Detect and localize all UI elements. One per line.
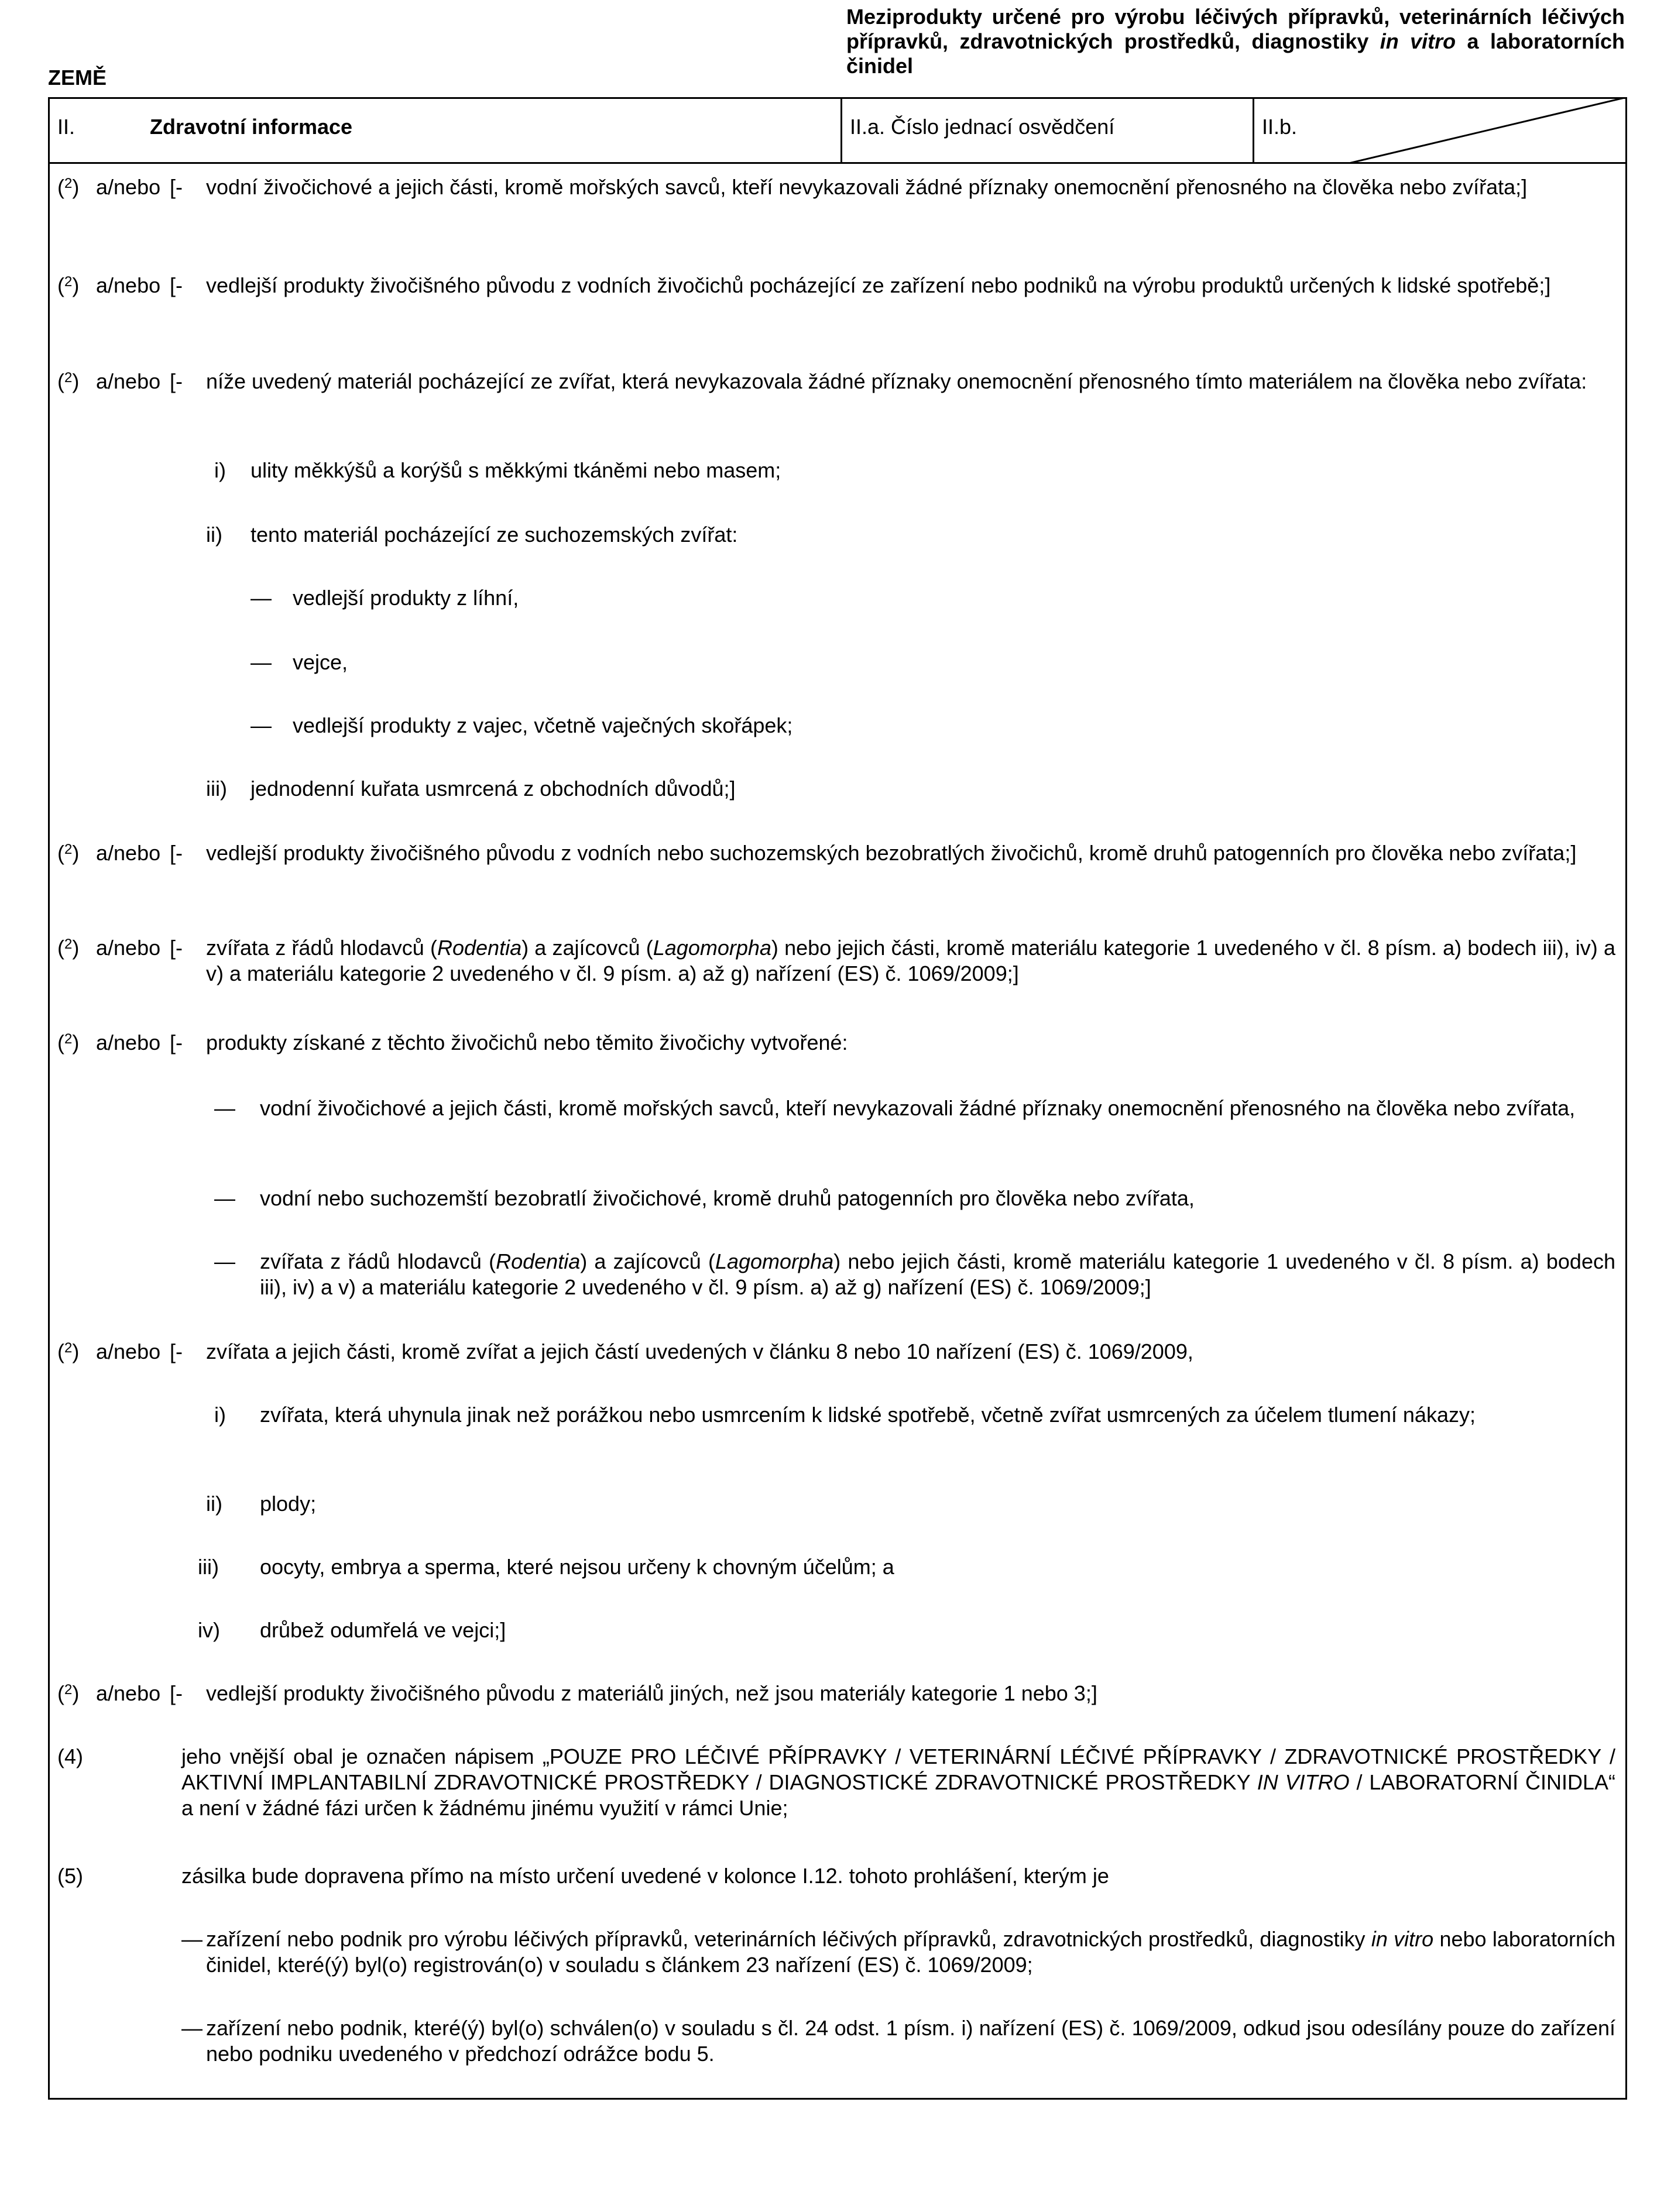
dash-bullet: — [251, 650, 272, 674]
dash-item: vodní živočichové a jejich části, kromě mořských savců, kteří nevykazovali žádné příznaky onemocnění přenosného na člověka nebo zvířata, [260, 1096, 1576, 1120]
footnote-ref: ($^2$) [57, 273, 80, 297]
item-animals-parts: zvířata a jejich části, kromě zvířat a jejich částí uvedených v článku 8 nebo 10 nařízení (ES) č. 1069/2009, [206, 1339, 1193, 1363]
dash-bullet: — [251, 586, 272, 610]
paragraph-number: (4) [57, 1744, 83, 1768]
list-item: plody; [260, 1492, 317, 1516]
footnote-ref: ($^2$) [57, 1339, 80, 1363]
bracket-marker: [- [170, 369, 183, 393]
certificate-reference-b: II.b. [1262, 115, 1298, 139]
dash-item: zařízení nebo podnik pro výrobu léčivých přípravků, veterinárních léčivých přípravků, zdravotnických prostředků, diagnostiky in vitro nebo laboratorních činidel, které(ý) byl(o) registrován(o) v souladu s článkem 23 nařízení (ES) č. 1069/2009; [206, 1927, 1615, 1977]
list-number: i) [214, 458, 226, 482]
paragraph-packaging-label: jeho vnější obal je označen nápisem „POUZE PRO LÉČIVÉ PŘÍPRAVKY / VETERINÁRNÍ LÉČIVÉ PŘÍPRAVKY / ZDRAVOTNICKÉ PROSTŘEDKY / AKTIVNÍ IMPLANTABILNÍ ZDRAVOTNICKÉ PROSTŘEDKY / DIAGNOSTICKÉ ZDRAVOTNICKÉ PROSTŘEDKY IN VITRO / LABORATORNÍ ČINIDLA“ a není v žádné fázi určen k žádnému jinému využití v rámci Unie; [181, 1744, 1615, 1820]
dash-item: vedlejší produkty z vajec, včetně vaječných skořápek; [293, 713, 793, 737]
list-number: iii) [198, 1555, 219, 1579]
bracket-marker: [- [170, 1681, 183, 1705]
list-number: iv) [198, 1618, 220, 1642]
andor-label: a/nebo [96, 841, 161, 865]
list-item: zvířata, která uhynula jinak než porážkou nebo usmrcením k lidské spotřebě, včetně zvířat usmrcených za účelem tlumení nákazy; [260, 1403, 1476, 1427]
bracket-marker: [- [170, 936, 183, 960]
dash-bullet: — [214, 1249, 235, 1273]
dash-bullet: — [181, 1927, 203, 1951]
dash-bullet: — [181, 2016, 203, 2040]
list-item: ulity měkkýšů a korýšů s měkkými tkáněmi nebo masem; [251, 458, 781, 482]
section-title: Zdravotní informace [150, 115, 353, 139]
bracket-marker: [- [170, 1339, 183, 1363]
bracket-marker: [- [170, 273, 183, 297]
item-rodents-lagomorphs: zvířata z řádů hlodavců (Rodentia) a zajícovců (Lagomorpha) nebo jejich části, kromě materiálu kategorie 1 uvedeného v čl. 8 písm. a) bodech iii), iv) a v) a materiálu kategorie 2 uvedeného v čl. 9 písm. a) až g) nařízení (ES) č. 1069/2009;] [206, 936, 1615, 985]
dash-item: vedlejší produkty z líhní, [293, 586, 519, 610]
andor-label: a/nebo [96, 1681, 161, 1705]
bracket-marker: [- [170, 175, 183, 199]
paragraph-number: (5) [57, 1864, 83, 1888]
list-item: tento materiál pocházející ze suchozemských zvířat: [251, 523, 738, 547]
column-divider [1253, 97, 1254, 164]
andor-label: a/nebo [96, 936, 161, 960]
list-item: jednodenní kuřata usmrcená z obchodních důvodů;] [251, 777, 736, 801]
item-aquatic-animals: vodní živočichové a jejich části, kromě mořských savců, kteří nevykazovali žádné příznaky onemocnění přenosného na člověka nebo zvířata;] [206, 175, 1528, 199]
list-number: i) [214, 1403, 226, 1427]
dash-bullet: — [251, 713, 272, 737]
footnote-ref: ($^2$) [57, 1031, 80, 1055]
diagonal-stroke [1346, 97, 1627, 164]
country-label: ZEMĚ [48, 66, 107, 90]
document-title: Meziprodukty určené pro výrobu léčivých přípravků, veterinárních léčivých přípravků, zdravotnických prostředků, diagnostiky in vitro a laboratorních činidel [846, 5, 1625, 78]
item-products-from-animals: produkty získané z těchto živočichů nebo těmito živočichy vytvořené: [206, 1031, 848, 1055]
footnote-ref: ($^2$) [57, 175, 80, 199]
list-number: iii) [206, 777, 227, 801]
bracket-marker: [- [170, 841, 183, 865]
footnote-ref: ($^2$) [57, 369, 80, 393]
andor-label: a/nebo [96, 1031, 161, 1055]
andor-label: a/nebo [96, 175, 161, 199]
dash-bullet: — [214, 1186, 235, 1210]
andor-label: a/nebo [96, 369, 161, 393]
dash-item: vejce, [293, 650, 348, 674]
footnote-ref: ($^2$) [57, 841, 80, 865]
dash-item: zařízení nebo podnik, které(ý) byl(o) schválen(o) v souladu s čl. 24 odst. 1 písm. i) nařízení (ES) č. 1069/2009, odkud jsou odesílány pouze do zařízení nebo podniku uvedeného v předchozí odrážce bodu 5. [206, 2016, 1615, 2066]
section-number: II. [57, 115, 76, 139]
list-item: drůbež odumřelá ve vejci;] [260, 1618, 506, 1642]
andor-label: a/nebo [96, 273, 161, 297]
dash-item: vodní nebo suchozemští bezobratlí živočichové, kromě druhů patogenních pro člověka nebo zvířata, [260, 1186, 1195, 1210]
footnote-ref: ($^2$) [57, 936, 80, 960]
list-item: oocyty, embrya a sperma, které nejsou určeny k chovným účelům; a [260, 1555, 894, 1579]
item-animal-material: níže uvedený materiál pocházející ze zvířat, která nevykazovala žádné příznaky onemocnění přenosného tímto materiálem na člověka nebo zvířata: [206, 369, 1587, 393]
andor-label: a/nebo [96, 1339, 161, 1363]
bracket-marker: [- [170, 1031, 183, 1055]
item-other-byproducts: vedlejší produkty živočišného původu z materiálů jiných, než jsou materiály kategorie 1 nebo 3;] [206, 1681, 1097, 1705]
paragraph-shipment: zásilka bude dopravena přímo na místo určení uvedené v kolonce I.12. tohoto prohlášení, kterým je [181, 1864, 1109, 1888]
certificate-reference-label: II.a. Číslo jednací osvědčení [850, 115, 1115, 139]
column-divider [840, 97, 842, 164]
item-invertebrates: vedlejší produkty živočišného původu z vodních nebo suchozemských bezobratlých živočichů, kromě druhů patogenních pro člověka nebo zvířata;] [206, 841, 1577, 865]
item-aquatic-byproducts: vedlejší produkty živočišného původu z vodních živočichů pocházející ze zařízení nebo podniků na výrobu produktů určených k lidské spotřebě;] [206, 273, 1551, 297]
dash-item: zvířata z řádů hlodavců (Rodentia) a zajícovců (Lagomorpha) nebo jejich části, kromě materiálu kategorie 1 uvedeného v čl. 8 písm. a) bodech iii), iv) a v) a materiálu kategorie 2 uvedeného v čl. 9 písm. a) až g) nařízení (ES) č. 1069/2009;] [260, 1249, 1615, 1299]
dash-bullet: — [214, 1096, 235, 1120]
list-number: ii) [206, 1492, 222, 1516]
list-number: ii) [206, 523, 222, 547]
footnote-ref: ($^2$) [57, 1681, 80, 1705]
